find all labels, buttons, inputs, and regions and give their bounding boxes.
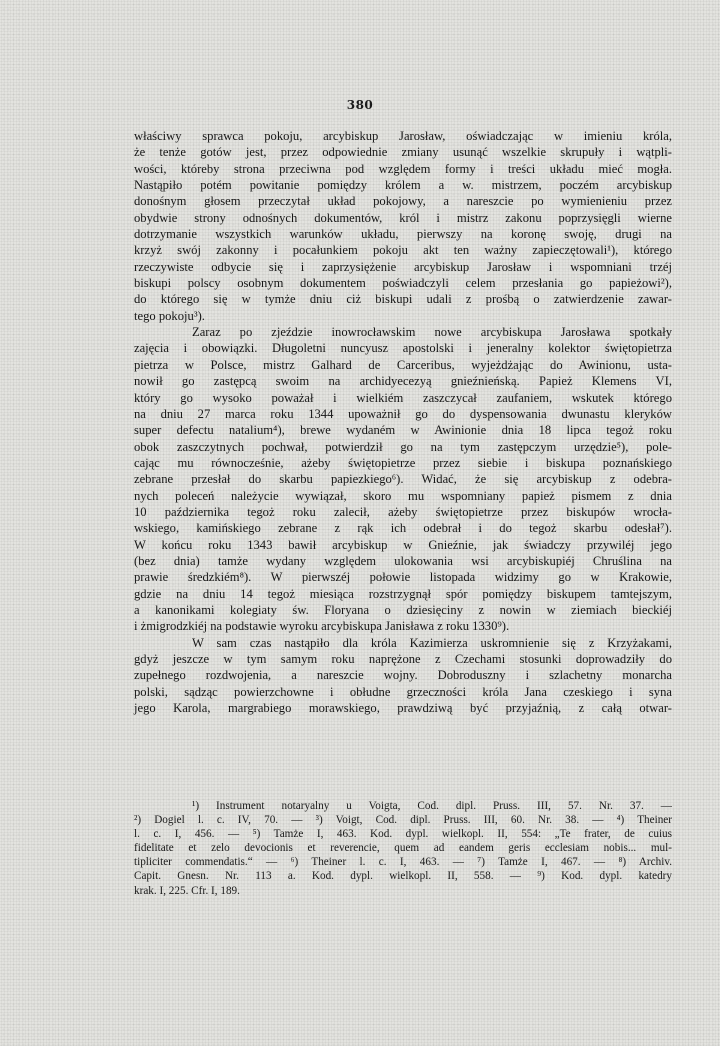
text-line: gdzie na dniu 14 tegoż miesiąca rozstrzygnął spór pomiędzy biskupem tamtejszym, — [134, 586, 672, 601]
footnote-line: l. c. I, 456. — ⁵) Tamże I, 463. Kod. dypl. wielkopl. II, 554: „Te frater, de cuius — [134, 828, 672, 841]
text-line: polski, sądząc powierzchowne i obłudne grzeczności króla Jana czeskiego i syna — [134, 684, 672, 699]
text-line: właściwy sprawca pokoju, arcybiskup Jarosław, oświadczając w imieniu króla, — [134, 129, 672, 143]
text-line: zupełnego rozdwojenia, a nareszcie wojny. Dobroduszny i szlachetny monarcha — [134, 668, 672, 683]
paragraph-1 — [134, 128, 672, 324]
text-line: nowił go zastępcą swoim na archidyecezyą gnieźnieńską. Papież Klemens VI, — [134, 374, 672, 389]
main-text — [134, 128, 672, 716]
footnotes — [134, 799, 672, 898]
footnote-line: ²) Dogiel l. c. IV, 70. — ³) Voigt, Cod. dipl. Pruss. III, 60. Nr. 38. — ⁴) Theiner — [134, 814, 672, 827]
text-line: 10 października tegoż roku zalecił, ażeby świętopietrze przez biskupów wrocła- — [134, 504, 672, 519]
text-line: że tenże gotów jest, przez odpowiednie zmiany usunąć wszelkie skrupuły i wątpli- — [134, 145, 672, 160]
paragraph-2 — [134, 324, 672, 635]
text-line: wości, któreby strona przeciwna pod względem formy i treści układu mieć mogła. — [134, 161, 672, 176]
footnote-line: ¹) Instrument notaryalny u Voigta, Cod. dipl. Pruss. III, 57. Nr. 37. — — [192, 800, 672, 812]
text-line: obydwie strony odnośnych dokumentów, król i mistrz zakonu poprzysięgli wierne — [134, 210, 672, 225]
text-line: i żmigrodzkiéj na podstawie wyroku arcybiskupa Janisława z roku 1330⁹). — [134, 619, 510, 634]
text-line: W sam czas nastąpiło dla króla Kazimierza uskromnienie się z Krzyżakami, — [192, 635, 672, 650]
text-line: nych poleceń należycie wywiązał, skoro mu wspomniany papież pismem z dnia — [134, 488, 672, 503]
text-line: obok zaszczytnych pochwał, potwierdził go na tym zastępczym urzędzie⁵), pole- — [134, 439, 672, 454]
text-line: cając mu równocześnie, ażeby świętopietrze przez siebie i biskupa poznańskiego — [134, 455, 672, 470]
footnote-line: fidelitate et zelo devocionis et reverencie, quem ad eandem geris ecclesiam nobis... mul- — [134, 842, 672, 855]
text-line: a kanonikami kolegiaty św. Floryana o dziesięciny z nowin w ziemiach bieckiéj — [134, 602, 672, 617]
text-line: który go wysoko poważał i wielkiém zaszczycał zaufaniem, wskutek którego — [134, 390, 672, 405]
text-line: donośnym głosem przeczytał układ pokojowy, a nareszcie po wymienieniu przez — [134, 194, 672, 209]
text-line: zebrane przesłał do skarbu papiezkiego⁶). Widać, że się arcybiskup z odebra- — [134, 472, 672, 487]
text-line: W końcu roku 1343 bawił arcybiskup w Gnieźnie, jak świadczy przywiléj jego — [134, 537, 672, 552]
text-line: dotrzymanie wszystkich warunków układu, pierwszy na koronę swoję, drugi na — [134, 227, 672, 242]
text-line: wskiego, kamińskiego zebrane z rąk ich odebrał i do tegoż skarbu odesłał⁷). — [134, 521, 672, 536]
text-line: zajęcia i obowiązki. Długoletni nuncyusz apostolski i jeneralny kolektor świętopietrza — [134, 341, 672, 356]
page-number: 380 — [346, 98, 374, 112]
text-line: Nastąpiło potém powitanie pomiędzy królem a w. mistrzem, poczém arcybiskup — [134, 178, 672, 193]
footnote-line: tipliciter commendatis.“ — ⁶) Theiner l. c. I, 463. — ⁷) Tamże I, 467. — ⁸) Archiv. — [134, 856, 672, 869]
text-line: gdyż jeszcze w tym samym roku naprężone z Czechami stosunki doprowadziły do — [134, 652, 672, 666]
text-line: Zaraz po zjeździe inowrocławskim nowe arcybiskupa Jarosława spotkały — [192, 325, 672, 340]
paragraph-3 — [134, 635, 672, 717]
text-line: pietrza w Polsce, mistrz Galhard de Carceribus, wyjeżdżając do Awinionu, usta- — [134, 357, 672, 372]
text-line: super defectu natalium⁴), brewe wydaném w Awinionie dnia 18 lipca tegoż roku — [134, 423, 672, 438]
text-line: do którego się w tymże dniu ciż biskupi udali z prośbą o zatwierdzenie zawar- — [134, 292, 672, 307]
text-line: krzyż swój zakonny i pocałunkiem pokoju akt ten ważny zapieczętowali¹), którego — [134, 243, 672, 258]
text-line: jego Karola, margrabiego morawskiego, prawdziwą być przyjaźnią, z całą otwar- — [134, 701, 672, 716]
footnote-line: krak. I, 225. Cfr. I, 189. — [134, 884, 240, 897]
text-line: prawie średzkiém⁸). W pierwszéj połowie listopada widzimy go w Krakowie, — [134, 570, 672, 585]
footnote-line: Capit. Gnesn. Nr. 113 a. Kod. dypl. wielkopl. II, 558. — ⁹) Kod. dypl. katedry — [134, 870, 672, 883]
text-line: (bez dnia) tamże wydany względem ulokowania wsi arcybiskupiéj Chruślina na — [134, 553, 672, 568]
text-line: biskupi polscy osobnym dokumentem poświadczyli celem przesłania go papieżowi²), — [134, 276, 672, 291]
text-line: rzeczywiste odbycie się i zaprzysiężenie arcybiskup Jarosław i wspomniani trzéj — [134, 259, 672, 274]
text-line: tego pokoju³). — [134, 308, 205, 323]
text-line: na dniu 27 marca roku 1344 upoważnił go do dyspensowania dwunastu kleryków — [134, 406, 672, 421]
